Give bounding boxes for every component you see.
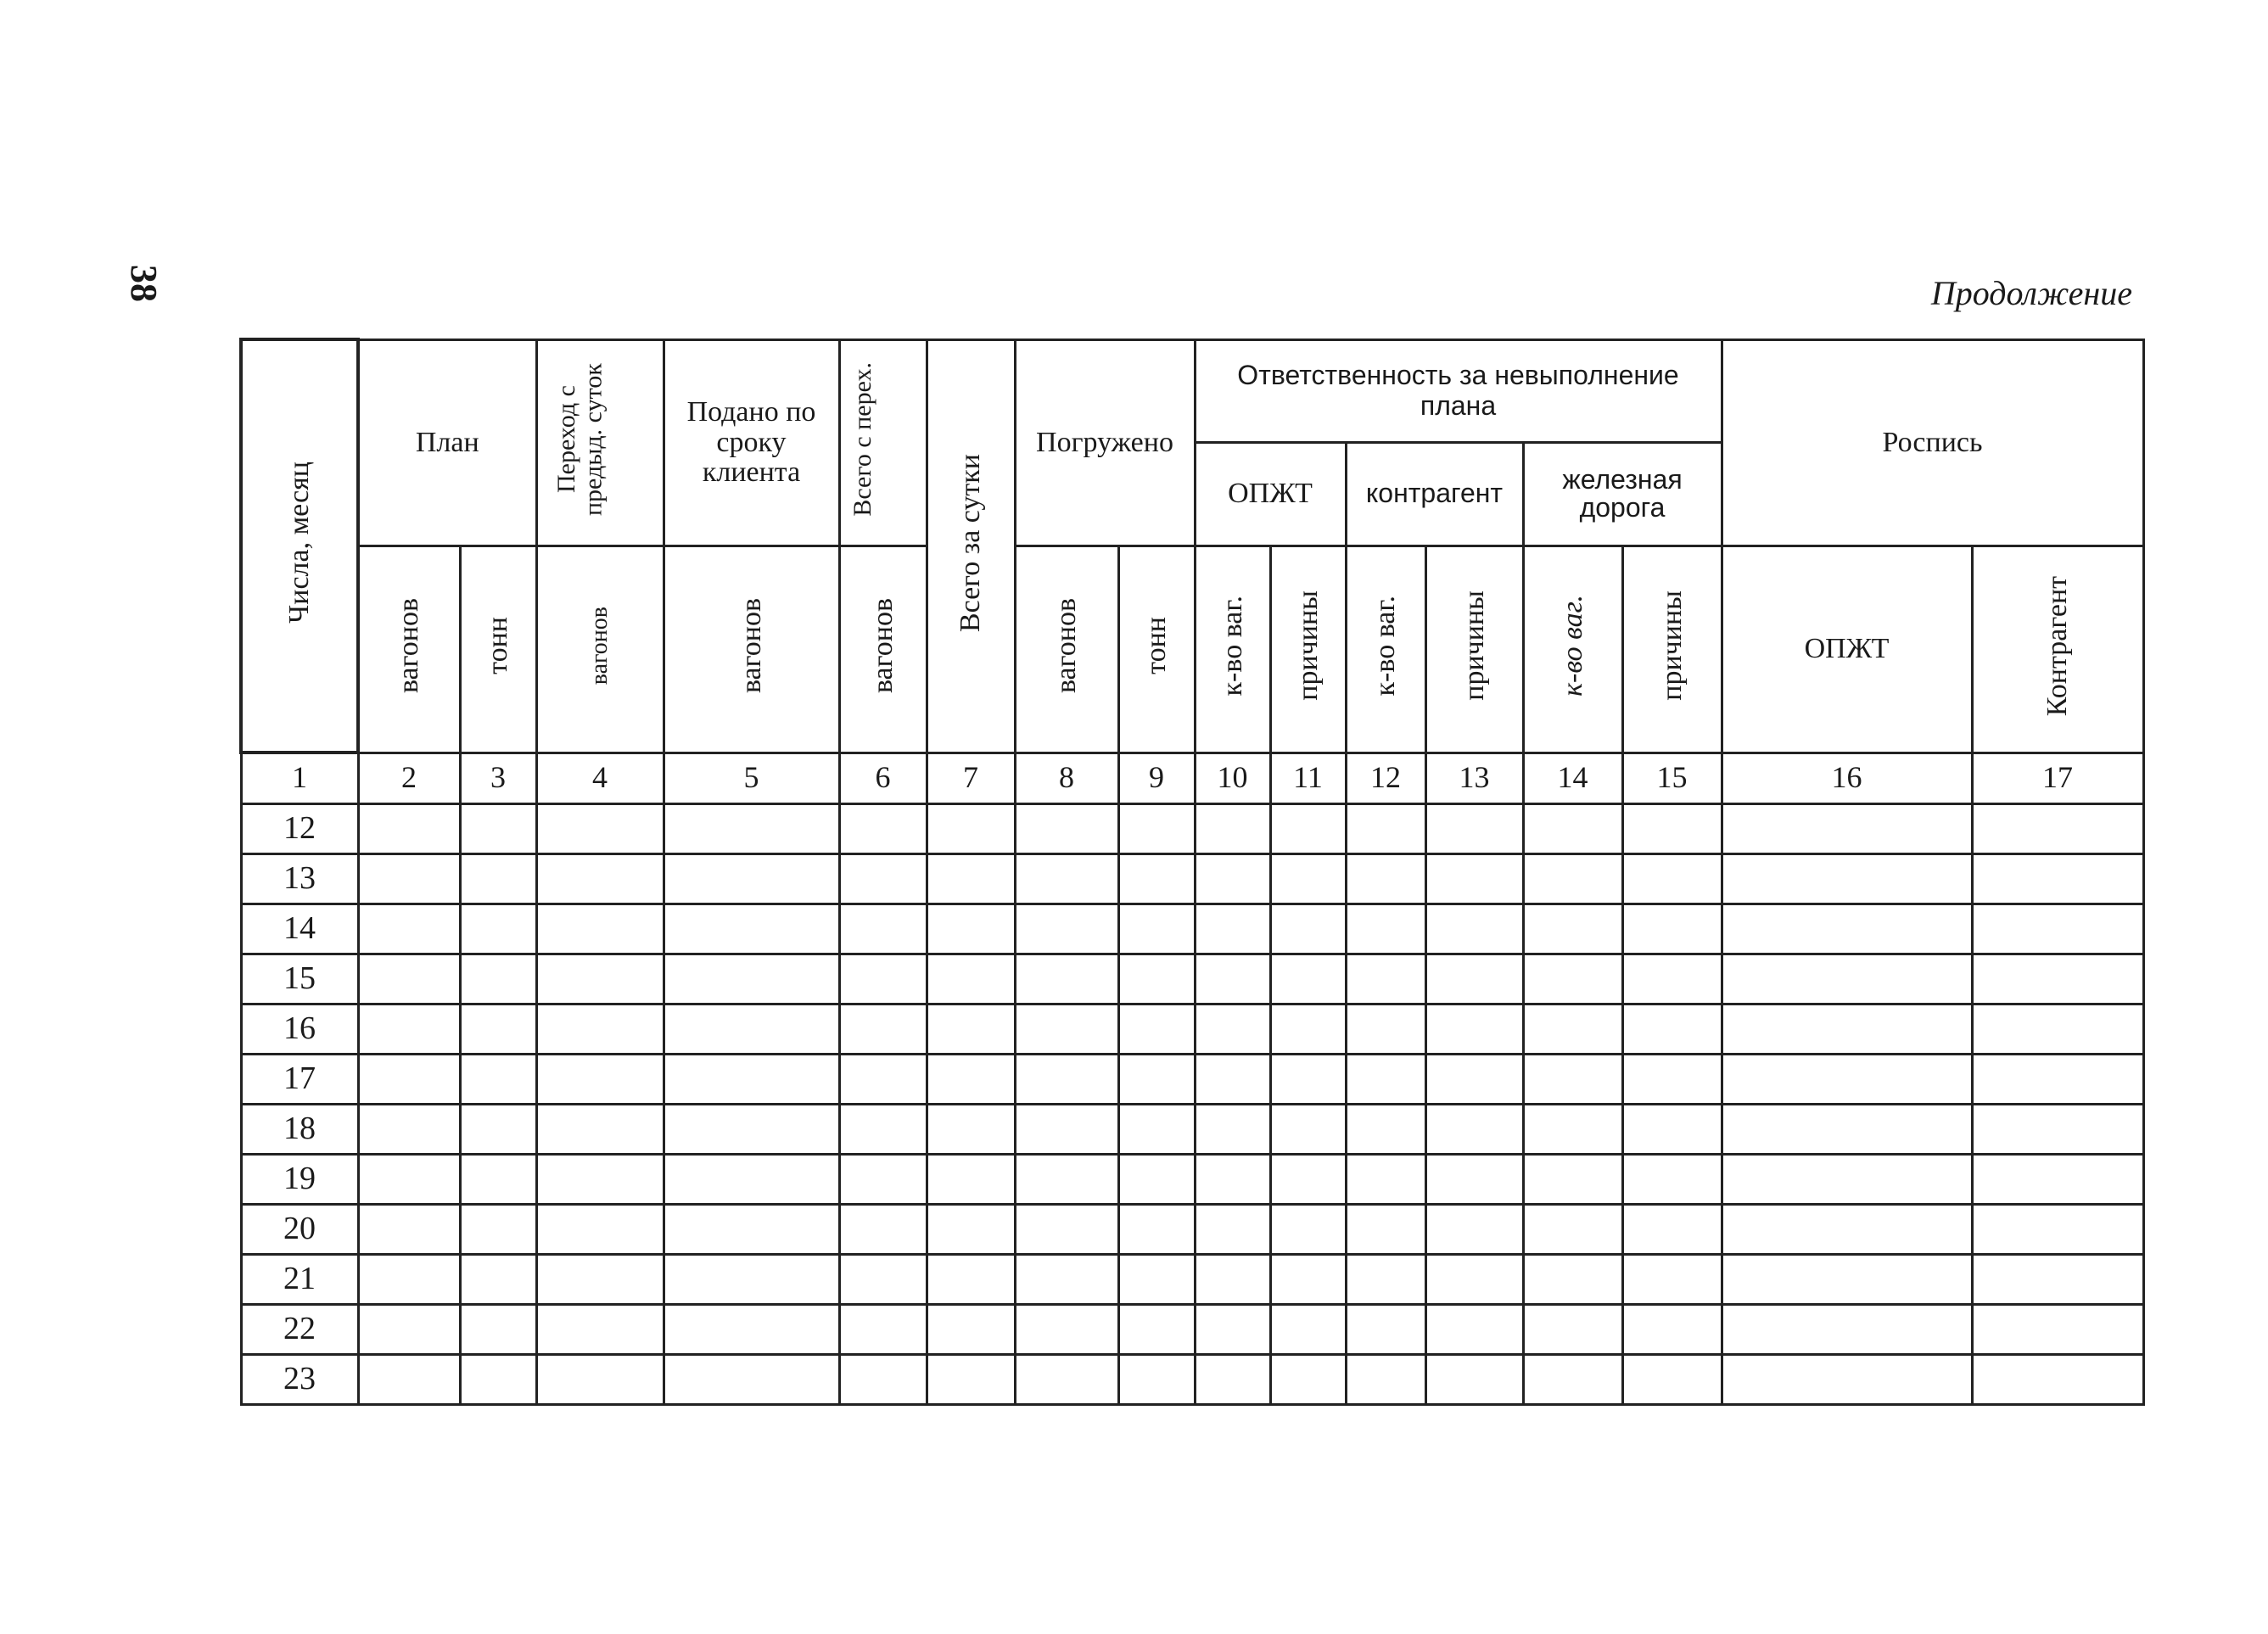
table-cell[interactable]	[664, 1154, 839, 1204]
table-cell[interactable]	[1118, 1104, 1195, 1154]
day-cell: 15	[241, 954, 358, 1004]
table-cell[interactable]	[839, 904, 927, 954]
table-cell[interactable]	[1195, 803, 1270, 853]
table-cell[interactable]	[460, 803, 536, 853]
header-loaded: Погружено	[1015, 339, 1195, 546]
table-cell[interactable]	[1972, 1004, 2143, 1054]
table-row	[241, 803, 2143, 853]
table-cell[interactable]	[1270, 1054, 1346, 1104]
sub-plan-tons: тонн	[460, 546, 536, 753]
header-railway: железная дорога	[1523, 443, 1722, 546]
table-cell[interactable]	[358, 853, 460, 904]
table-cell[interactable]	[1118, 1204, 1195, 1254]
sub-opzht-count: к-во ваг.	[1195, 546, 1270, 753]
table-cell[interactable]	[1622, 853, 1722, 904]
table-row	[241, 1204, 2143, 1254]
column-number: 5	[664, 753, 839, 803]
table-cell[interactable]	[664, 803, 839, 853]
table-cell[interactable]	[1118, 803, 1195, 853]
column-number: 16	[1722, 753, 1972, 803]
table-cell[interactable]	[1195, 1104, 1270, 1154]
table-cell[interactable]	[1722, 853, 1972, 904]
sub-submitted-wagons: вагонов	[664, 546, 839, 753]
table-cell[interactable]	[1722, 954, 1972, 1004]
table-cell[interactable]	[358, 1154, 460, 1204]
table-cell[interactable]	[1523, 1254, 1622, 1304]
table-cell[interactable]	[1270, 1304, 1346, 1354]
table-cell[interactable]	[1722, 1304, 1972, 1354]
table-cell[interactable]	[839, 1204, 927, 1254]
table-cell[interactable]	[1346, 1304, 1425, 1354]
table-cell[interactable]	[1270, 904, 1346, 954]
table-cell[interactable]	[1972, 904, 2143, 954]
table-cell[interactable]	[460, 954, 536, 1004]
table-cell[interactable]	[1118, 853, 1195, 904]
column-number: 3	[460, 753, 536, 803]
sub-total-wagons: вагонов	[839, 546, 927, 753]
table-cell[interactable]	[1015, 1054, 1118, 1104]
column-number: 11	[1270, 753, 1346, 803]
table-cell[interactable]	[536, 803, 664, 853]
table-cell[interactable]	[1195, 1304, 1270, 1354]
table-cell[interactable]	[1622, 1054, 1722, 1104]
table-cell[interactable]	[1195, 904, 1270, 954]
table-cell[interactable]	[460, 904, 536, 954]
header-date: Числа, месяц	[241, 339, 358, 753]
table-cell[interactable]	[1972, 1104, 2143, 1154]
table-cell[interactable]	[1015, 954, 1118, 1004]
table-row	[241, 1104, 2143, 1154]
table-cell[interactable]	[839, 803, 927, 853]
day-cell: 23	[241, 1354, 358, 1404]
column-number: 15	[1622, 753, 1722, 803]
table-cell[interactable]	[1346, 1204, 1425, 1254]
table-cell[interactable]	[1346, 1354, 1425, 1404]
column-number: 4	[536, 753, 664, 803]
table-cell[interactable]	[1722, 1104, 1972, 1154]
header-contractor: контрагент	[1346, 443, 1523, 546]
table-cell[interactable]	[1722, 904, 1972, 954]
table-cell[interactable]	[1270, 1204, 1346, 1254]
table-cell[interactable]	[460, 1204, 536, 1254]
table-cell[interactable]	[1523, 1054, 1622, 1104]
table-cell[interactable]	[839, 853, 927, 904]
column-number: 7	[927, 753, 1015, 803]
table-cell[interactable]	[460, 1054, 536, 1104]
table-cell[interactable]	[1622, 1004, 1722, 1054]
table-cell[interactable]	[1622, 1154, 1722, 1204]
table-cell[interactable]	[1972, 1204, 2143, 1254]
table-cell[interactable]	[1118, 1354, 1195, 1404]
table-cell[interactable]	[1118, 1054, 1195, 1104]
table-cell[interactable]	[1346, 904, 1425, 954]
table-cell[interactable]	[1722, 1354, 1972, 1404]
table-cell[interactable]	[1195, 954, 1270, 1004]
table-cell[interactable]	[1195, 1154, 1270, 1204]
table-cell[interactable]	[1972, 954, 2143, 1004]
sub-opzht-reasons: причины	[1270, 546, 1346, 753]
table-cell[interactable]	[664, 1054, 839, 1104]
table-cell[interactable]	[358, 1304, 460, 1354]
table-cell[interactable]	[1425, 803, 1523, 853]
table-cell[interactable]	[536, 853, 664, 904]
table-cell[interactable]	[1722, 1204, 1972, 1254]
column-number: 2	[358, 753, 460, 803]
header-total-with-carry: Всего с перех.	[839, 339, 927, 546]
table-cell[interactable]	[1523, 1154, 1622, 1204]
table-row	[241, 1254, 2143, 1304]
table-cell[interactable]	[1346, 1104, 1425, 1154]
table-cell[interactable]	[1015, 1004, 1118, 1054]
table-cell[interactable]	[1622, 1204, 1722, 1254]
table-cell[interactable]	[1972, 1304, 2143, 1354]
table-cell[interactable]	[460, 1004, 536, 1054]
table-cell[interactable]	[1270, 1004, 1346, 1054]
table-cell[interactable]	[664, 1004, 839, 1054]
table-cell[interactable]	[358, 904, 460, 954]
header-carryover: Переход с предыд. суток	[536, 339, 664, 546]
sub-carry-wagons: вагонов	[536, 546, 664, 753]
table-cell[interactable]	[927, 853, 1015, 904]
table-cell[interactable]	[1346, 853, 1425, 904]
table-cell[interactable]	[1523, 803, 1622, 853]
table-cell[interactable]	[1015, 1154, 1118, 1204]
table-cell[interactable]	[1972, 853, 2143, 904]
table-cell[interactable]	[1523, 904, 1622, 954]
table-cell[interactable]	[1425, 1104, 1523, 1154]
table-cell[interactable]	[536, 1154, 664, 1204]
table-cell[interactable]	[927, 803, 1015, 853]
day-cell: 16	[241, 1004, 358, 1054]
table-cell[interactable]	[1270, 803, 1346, 853]
sub-sig-contractor: Контрагент	[1972, 546, 2143, 753]
table-cell[interactable]	[1270, 954, 1346, 1004]
table-cell[interactable]	[1622, 1354, 1722, 1404]
sub-contractor-reasons: причины	[1425, 546, 1523, 753]
table-cell[interactable]	[1523, 853, 1622, 904]
day-cell: 13	[241, 853, 358, 904]
table-row	[241, 1154, 2143, 1204]
table-cell[interactable]	[1346, 1054, 1425, 1104]
table-cell[interactable]	[1425, 1054, 1523, 1104]
table-cell[interactable]	[1722, 1004, 1972, 1054]
table-cell[interactable]	[927, 1354, 1015, 1404]
table-cell[interactable]	[927, 1154, 1015, 1204]
table-cell[interactable]	[1523, 1104, 1622, 1154]
table-cell[interactable]	[536, 1204, 664, 1254]
table-cell[interactable]	[927, 1204, 1015, 1254]
table-cell[interactable]	[1622, 1254, 1722, 1304]
table-cell[interactable]	[927, 1254, 1015, 1304]
loading-log-table	[239, 338, 2145, 1406]
column-number: 8	[1015, 753, 1118, 803]
table-cell[interactable]	[839, 954, 927, 1004]
table-cell[interactable]	[1972, 803, 2143, 853]
table-cell[interactable]	[358, 1104, 460, 1154]
day-cell: 17	[241, 1054, 358, 1104]
column-number: 1	[241, 753, 358, 803]
day-cell: 12	[241, 803, 358, 853]
page-number: 38	[123, 265, 165, 302]
table-cell[interactable]	[1346, 1254, 1425, 1304]
table-cell[interactable]	[1972, 1254, 2143, 1304]
table-cell[interactable]	[927, 1104, 1015, 1154]
table-cell[interactable]	[839, 1054, 927, 1104]
table-cell[interactable]	[1195, 853, 1270, 904]
table-cell[interactable]	[1015, 853, 1118, 904]
table-cell[interactable]	[927, 954, 1015, 1004]
table-cell[interactable]	[1972, 1054, 2143, 1104]
table-cell[interactable]	[1118, 1004, 1195, 1054]
day-cell: 14	[241, 904, 358, 954]
sub-contractor-count: к-во ваг.	[1346, 546, 1425, 753]
table-cell[interactable]	[1270, 1354, 1346, 1404]
table-cell[interactable]	[1425, 1304, 1523, 1354]
sub-sig-opzht: ОПЖТ	[1722, 546, 1972, 753]
column-number: 9	[1118, 753, 1195, 803]
table-cell[interactable]	[1015, 803, 1118, 853]
table-cell[interactable]	[664, 1254, 839, 1304]
table-cell[interactable]	[1195, 1054, 1270, 1104]
table-cell[interactable]	[1270, 1104, 1346, 1154]
table-cell[interactable]	[1118, 904, 1195, 954]
table-cell[interactable]	[460, 1104, 536, 1154]
day-cell: 18	[241, 1104, 358, 1154]
table-cell[interactable]	[1622, 904, 1722, 954]
table-cell[interactable]	[1015, 1304, 1118, 1354]
table-cell[interactable]	[664, 1204, 839, 1254]
header-submitted: Подано по сроку клиента	[664, 339, 839, 546]
day-cell: 22	[241, 1304, 358, 1354]
table-cell[interactable]	[1425, 1004, 1523, 1054]
table-cell[interactable]	[664, 1354, 839, 1404]
day-cell: 21	[241, 1254, 358, 1304]
table-row	[241, 1304, 2143, 1354]
column-number: 12	[1346, 753, 1425, 803]
table-cell[interactable]	[1972, 1154, 2143, 1204]
table-cell[interactable]	[1523, 1304, 1622, 1354]
table-cell[interactable]	[1523, 1204, 1622, 1254]
day-cell: 20	[241, 1204, 358, 1254]
table-cell[interactable]	[1425, 1254, 1523, 1304]
header-responsibility: Ответственность за невыполнение плана	[1195, 339, 1722, 443]
sub-railway-reasons: причины	[1622, 546, 1722, 753]
table-cell[interactable]	[1195, 1204, 1270, 1254]
table-cell[interactable]	[664, 853, 839, 904]
table-cell[interactable]	[1195, 1354, 1270, 1404]
sub-loaded-wagons: вагонов	[1015, 546, 1118, 753]
table-cell[interactable]	[1015, 1104, 1118, 1154]
table-cell[interactable]	[1015, 1354, 1118, 1404]
table-cell[interactable]	[839, 1354, 927, 1404]
table-cell[interactable]	[927, 1304, 1015, 1354]
table-cell[interactable]	[358, 1004, 460, 1054]
column-number: 14	[1523, 753, 1622, 803]
table-cell[interactable]	[1270, 1254, 1346, 1304]
table-cell[interactable]	[358, 1354, 460, 1404]
table-cell[interactable]	[1972, 1354, 2143, 1404]
table-cell[interactable]	[1722, 1254, 1972, 1304]
table-cell[interactable]	[358, 1054, 460, 1104]
table-row	[241, 1054, 2143, 1104]
table-cell[interactable]	[1622, 1104, 1722, 1154]
table-cell[interactable]	[1118, 954, 1195, 1004]
sub-loaded-tons: тонн	[1118, 546, 1195, 753]
header-signature: Роспись	[1722, 339, 2143, 546]
table-cell[interactable]	[839, 1004, 927, 1054]
table-cell[interactable]	[460, 1304, 536, 1354]
table-cell[interactable]	[1722, 1054, 1972, 1104]
table-cell[interactable]	[1270, 1154, 1346, 1204]
column-number: 6	[839, 753, 927, 803]
header-plan: План	[358, 339, 536, 546]
table-cell[interactable]	[536, 1304, 664, 1354]
table-cell[interactable]	[1523, 954, 1622, 1004]
day-cell: 19	[241, 1154, 358, 1204]
table-cell[interactable]	[460, 1154, 536, 1204]
table-cell[interactable]	[1015, 1204, 1118, 1254]
table-cell[interactable]	[1523, 1004, 1622, 1054]
table-cell[interactable]	[536, 904, 664, 954]
table-cell[interactable]	[1722, 1154, 1972, 1204]
table-cell[interactable]	[358, 954, 460, 1004]
table-cell[interactable]	[1425, 904, 1523, 954]
table-cell[interactable]	[927, 904, 1015, 954]
table-row	[241, 904, 2143, 954]
column-number: 10	[1195, 753, 1270, 803]
table-cell[interactable]	[358, 803, 460, 853]
table-cell[interactable]	[1346, 803, 1425, 853]
table-cell[interactable]	[1622, 803, 1722, 853]
table-row	[241, 1004, 2143, 1054]
table-cell[interactable]	[1195, 1004, 1270, 1054]
table-cell[interactable]	[1118, 1304, 1195, 1354]
header-total-day: Всего за сутки	[927, 339, 1015, 753]
table-row	[241, 1354, 2143, 1404]
table-cell[interactable]	[1118, 1254, 1195, 1304]
table-cell[interactable]	[460, 853, 536, 904]
table-cell[interactable]	[1270, 853, 1346, 904]
table-cell[interactable]	[1015, 904, 1118, 954]
table-cell[interactable]	[460, 1354, 536, 1404]
table-cell[interactable]	[1346, 1004, 1425, 1054]
header-opzht: ОПЖТ	[1195, 443, 1346, 546]
table-cell[interactable]	[1425, 1354, 1523, 1404]
table-cell[interactable]	[536, 954, 664, 1004]
table-cell[interactable]	[664, 954, 839, 1004]
table-cell[interactable]	[664, 1304, 839, 1354]
table-cell[interactable]	[839, 1254, 927, 1304]
table-cell[interactable]	[536, 1104, 664, 1154]
table-cell[interactable]	[1425, 954, 1523, 1004]
table-cell[interactable]	[536, 1054, 664, 1104]
continuation-label: Продолжение	[1930, 274, 2132, 312]
table-cell[interactable]	[1118, 1154, 1195, 1204]
table-cell[interactable]	[358, 1254, 460, 1304]
table-cell[interactable]	[1425, 1204, 1523, 1254]
table-cell[interactable]	[460, 1254, 536, 1304]
table-cell[interactable]	[1425, 1154, 1523, 1204]
table-cell[interactable]	[358, 1204, 460, 1254]
table-cell[interactable]	[927, 1054, 1015, 1104]
table-cell[interactable]	[1523, 1354, 1622, 1404]
table-row	[241, 853, 2143, 904]
table-cell[interactable]	[1425, 853, 1523, 904]
table-cell[interactable]	[1195, 1254, 1270, 1304]
table-cell[interactable]	[1346, 954, 1425, 1004]
table-cell[interactable]	[1346, 1154, 1425, 1204]
table-cell[interactable]	[1722, 803, 1972, 853]
sub-plan-wagons: вагонов	[358, 546, 460, 753]
column-number-row	[241, 753, 2143, 803]
table-cell[interactable]	[839, 1154, 927, 1204]
table-cell[interactable]	[839, 1304, 927, 1354]
table-cell[interactable]	[536, 1004, 664, 1054]
table-cell[interactable]	[664, 904, 839, 954]
column-number: 13	[1425, 753, 1523, 803]
table-cell[interactable]	[1622, 1304, 1722, 1354]
table-cell[interactable]	[839, 1104, 927, 1154]
day-rows	[241, 803, 2143, 1404]
sub-railway-count: к-во ваг.	[1523, 546, 1622, 753]
table-cell[interactable]	[664, 1104, 839, 1154]
table-row	[241, 954, 2143, 1004]
table-cell[interactable]	[927, 1004, 1015, 1054]
column-number: 17	[1972, 753, 2143, 803]
table-cell[interactable]	[1622, 954, 1722, 1004]
table-cell[interactable]	[1015, 1254, 1118, 1304]
table-cell[interactable]	[536, 1354, 664, 1404]
table-cell[interactable]	[536, 1254, 664, 1304]
